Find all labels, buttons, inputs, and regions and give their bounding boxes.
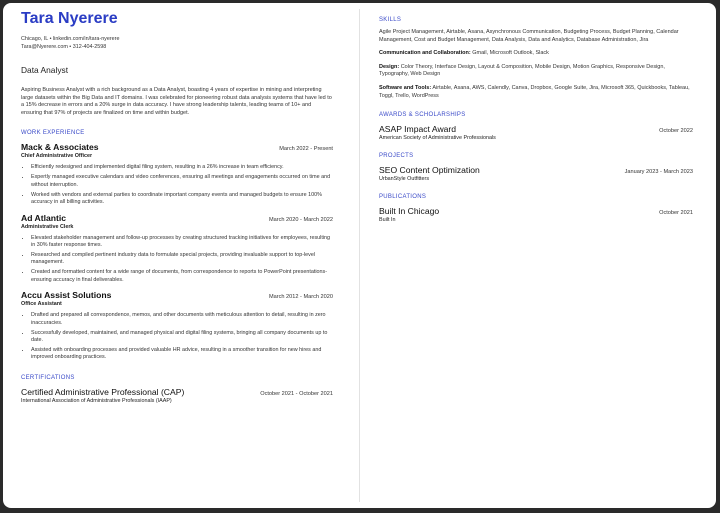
job-bullets <box>21 164 333 206</box>
job-dates: March 2012 - March 2020 <box>268 294 333 301</box>
publication-org: Built In <box>379 217 396 224</box>
section-title-certifications: CERTIFICATIONS <box>21 374 75 381</box>
job-bullet: • Elevated stakeholder management and follow-up processes by creating structured tracking initiatives for employees, resulting in 30% faster response times. <box>31 235 333 250</box>
job-role: Chief Administrative Officer <box>21 153 93 160</box>
publication-entry <box>379 206 693 223</box>
job-bullet: • Successfully developed, maintained, and managed physical and digital filing systems, bringing all company documents up to date. <box>31 330 333 345</box>
section-title-publications: PUBLICATIONS <box>379 194 427 201</box>
skills-design <box>379 64 693 79</box>
contact-line-location: Chicago, IL • linkedin.com/in/tara-nyerere <box>21 36 120 42</box>
resume-page <box>3 3 716 508</box>
left-column <box>21 9 333 404</box>
section-title-projects: PROJECTS <box>379 153 414 160</box>
skills-tools-value: Airtable, Asana, AWS, Calendly, Canva, Dropbox, Google Suite, Jira, Microsoft 365, Quickbooks, Tableau, Toggl, Trello, WordPress <box>379 84 690 99</box>
project-org: UrbanStyle Outfitters <box>379 176 430 183</box>
project-title: SEO Content Optimization <box>379 165 480 176</box>
job-dates: March 2022 - Present <box>279 146 333 153</box>
skills-tools <box>379 85 693 100</box>
certification-entry <box>21 387 333 404</box>
summary: Aspiring Business Analyst with a rich background as a Data Analyst, boasting 4 years of expertise in mining and interpreting large datasets within the Big Data and IT domains. I was celebrated for pioneering robust data analysis systems that have led to a 15% decrease in errors and a 20% surge in data accuracy. I have strong leadership talents, leading teams of 10+ and ensuring that 97% of projects are finalized on time and within budget. <box>21 87 332 116</box>
award-date: October 2022 <box>659 128 693 135</box>
publication-title: Built In Chicago <box>379 206 440 217</box>
job-bullet: • Worked with vendors and external parties to coordinate important company events and managed budgets to ensure 100% accuracy in all billing activities. <box>31 192 333 207</box>
candidate-name: Tara Nyerere <box>21 10 118 27</box>
job-bullet: • Drafted and prepared all correspondence, memos, and other documents with meticulous attention to detail, resulting in zero inaccuracies. <box>31 312 333 327</box>
job-entry <box>21 290 333 362</box>
skills-design-label: Design: <box>379 63 400 70</box>
section-title-work: WORK EXPERIENCE <box>21 130 85 137</box>
column-divider <box>359 9 360 502</box>
certification-title: Certified Administrative Professional (CAP) <box>21 386 185 397</box>
section-title-skills: SKILLS <box>379 17 402 23</box>
job-bullet: • Assisted with onboarding processes and provided valuable HR advice, resulting in a smoother transition for new hires and improved onboarding practices. <box>31 347 333 362</box>
job-dates: March 2020 - March 2022 <box>268 216 333 223</box>
skills-communication-value: Gmail, Microsoft Outlook, Slack <box>472 50 549 57</box>
skills-general: Agile Project Management, Airtable, Asana, Asynchronous Communication, Budgeting Process, Budget Planning, Calendar Management, Cost and Budget Management, Data Analysis, Data and Analytics, Database Administration, Jira <box>379 29 679 43</box>
job-role: Administrative Clerk <box>21 223 74 230</box>
job-company: Mack & Associates <box>21 142 99 153</box>
award-title: ASAP Impact Award <box>379 124 457 135</box>
award-entry <box>379 124 693 141</box>
right-column <box>379 17 693 227</box>
job-role: Office Assistant <box>21 301 62 308</box>
publication-date: October 2021 <box>659 210 693 217</box>
job-bullet: • Expertly managed executive calendars and video conferences, ensuring all meetings and engagements occurred on time and without interruption. <box>31 174 333 189</box>
job-bullet: • Researched and compiled pertinent industry data to formulate special projects, providing invaluable support to top-level management. <box>31 252 333 267</box>
job-bullets <box>21 235 333 285</box>
contact-line-email-phone: Tara@Nyerere.com • 312-404-2598 <box>21 44 107 50</box>
contact-info <box>21 35 333 51</box>
job-bullets <box>21 312 333 362</box>
project-dates: January 2023 - March 2023 <box>624 169 693 176</box>
job-entry <box>21 213 333 285</box>
project-entry <box>379 165 693 182</box>
award-org: American Society of Administrative Professionals <box>379 135 496 142</box>
job-title: Data Analyst <box>21 65 69 75</box>
section-title-awards: AWARDS & SCHOLARSHIPS <box>379 112 466 119</box>
job-bullet: • Created and formatted content for a wide range of documents, from correspondence to reports to PowerPoint presentations-ensuring accuracy in final deliverables. <box>31 269 333 284</box>
certification-dates: October 2021 - October 2021 <box>260 390 333 397</box>
job-company: Accu Assist Solutions <box>21 290 112 301</box>
job-bullet: • Efficiently redesigned and implemented digital filing system, resulting in a 26% increase in team efficiency. <box>31 164 333 171</box>
skills-tools-label: Software and Tools: <box>379 84 432 91</box>
certification-org: International Association of Administrative Professionals (IAAP) <box>21 397 172 404</box>
skills-design-value: Color Theory, Interface Design, Layout & Composition, Mobile Design, Motion Graphics, Responsive Design, Typography, Web Design <box>379 63 665 78</box>
job-company: Ad Atlantic <box>21 212 67 223</box>
skills-communication-label: Communication and Collaboration: <box>379 50 471 57</box>
skills-communication <box>379 50 693 58</box>
job-entry <box>21 142 333 206</box>
